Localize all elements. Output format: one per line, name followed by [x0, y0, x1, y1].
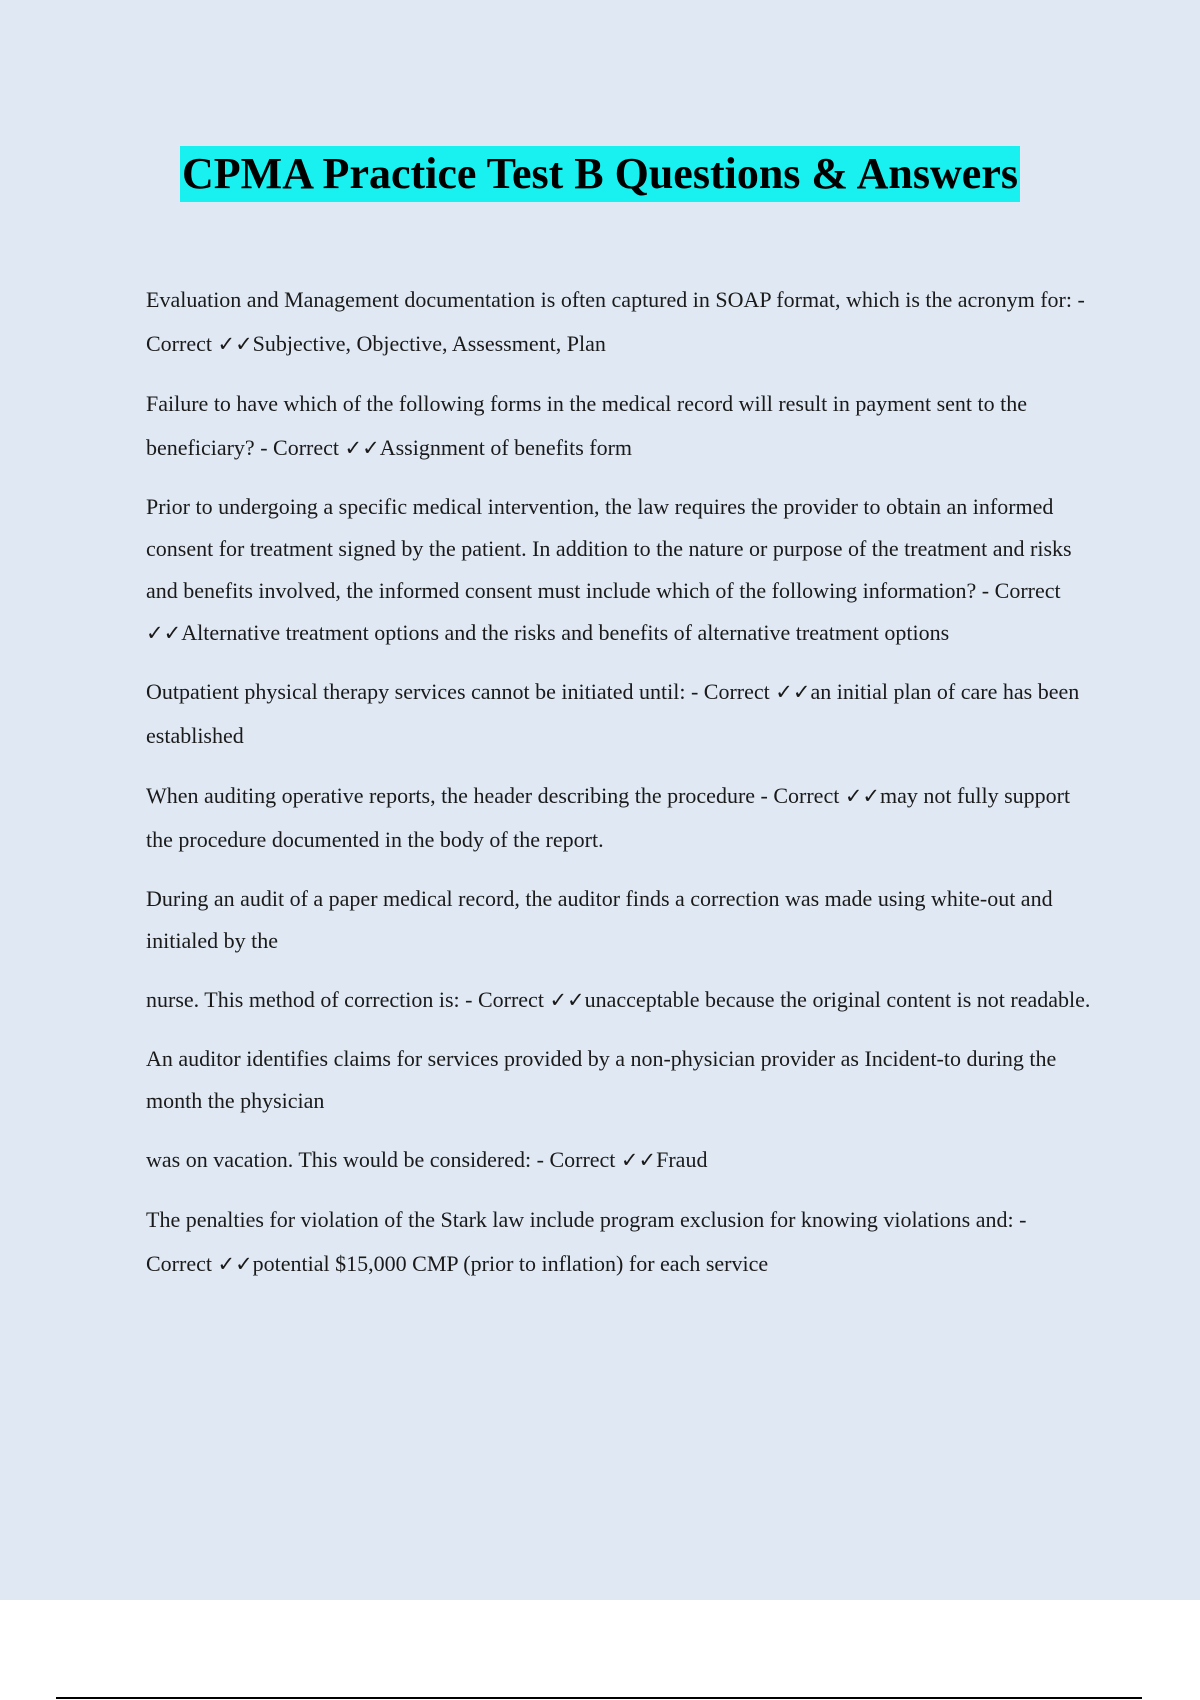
footer-divider [56, 1697, 1142, 1699]
answer-prefix: Correct [146, 331, 212, 356]
qa-item [146, 382, 1096, 470]
qa-item [146, 774, 1096, 862]
question-text: During an audit of a paper medical record, the auditor finds a correction was made using white-out and initialed by the [146, 886, 1053, 953]
answer-prefix: Correct [549, 1147, 616, 1172]
answer-text: an initial plan of care has been established [146, 679, 1080, 748]
check-icon: ✓✓ [775, 680, 811, 704]
question-text: An auditor identifies claims for services provided by a non-physician provider as Incident-to during the month the physician [146, 1046, 1057, 1113]
check-icon: ✓✓ [344, 436, 380, 460]
answer-prefix: Correct [773, 783, 840, 808]
check-icon: ✓✓ [217, 332, 253, 356]
answer-prefix: Correct [994, 578, 1061, 603]
answer-prefix: Correct [477, 987, 544, 1012]
title-container [0, 146, 1200, 202]
question-text: nurse. This method of correction is: - [146, 987, 478, 1012]
question-text: Failure to have which of the following forms in the medical record will result in payment sent to the beneficiary? - [146, 391, 1027, 460]
qa-item [146, 1198, 1096, 1286]
answer-text: Fraud [656, 1147, 708, 1172]
answer-text: Assignment of benefits form [379, 435, 633, 460]
question-text: When auditing operative reports, the header describing the procedure - [146, 783, 774, 808]
question-text: Evaluation and Management documentation is often captured in SOAP format, which is the acronym for: - [146, 287, 1085, 312]
check-icon: ✓✓ [620, 1148, 657, 1172]
qa-item [146, 670, 1096, 758]
question-text: was on vacation. This would be considered: - [146, 1147, 550, 1172]
page-title: CPMA Practice Test B Questions & Answers [180, 146, 1020, 202]
qa-item-continued [146, 878, 1096, 962]
answer-text: potential $15,000 CMP (prior to inflation) for each service [252, 1251, 769, 1276]
answer-text: may not fully support the procedure documented in the body of the report. [146, 783, 1071, 852]
question-text: The penalties for violation of the Stark law include program exclusion for knowing violations and: - [146, 1207, 1027, 1232]
qa-item [146, 1138, 1096, 1182]
check-icon: ✓✓ [217, 1252, 253, 1276]
check-icon: ✓✓ [549, 988, 585, 1012]
answer-text: unacceptable because the original content is not readable. [584, 987, 1091, 1012]
answer-prefix: Correct [273, 435, 339, 460]
answer-prefix: Correct [146, 1251, 212, 1276]
question-text: Outpatient physical therapy services cannot be initiated until: - [146, 679, 704, 704]
qa-list [146, 278, 1096, 1302]
answer-text: Alternative treatment options and the risks and benefits of alternative treatment options [181, 620, 950, 645]
check-icon: ✓✓ [146, 621, 182, 645]
qa-item [146, 278, 1096, 366]
answer-text: Subjective, Objective, Assessment, Plan [252, 331, 606, 356]
qa-item [146, 978, 1096, 1022]
answer-prefix: Correct [703, 679, 770, 704]
check-icon: ✓✓ [844, 784, 881, 808]
qa-item-continued [146, 1038, 1096, 1122]
qa-item [146, 486, 1096, 654]
question-text: Prior to undergoing a specific medical intervention, the law requires the provider to obtain an informed consent for treatment signed by the patient. In addition to the nature or purpose of the treatment and risks and benefits involved, the informed consent must include which of the following information? - [146, 494, 1072, 603]
